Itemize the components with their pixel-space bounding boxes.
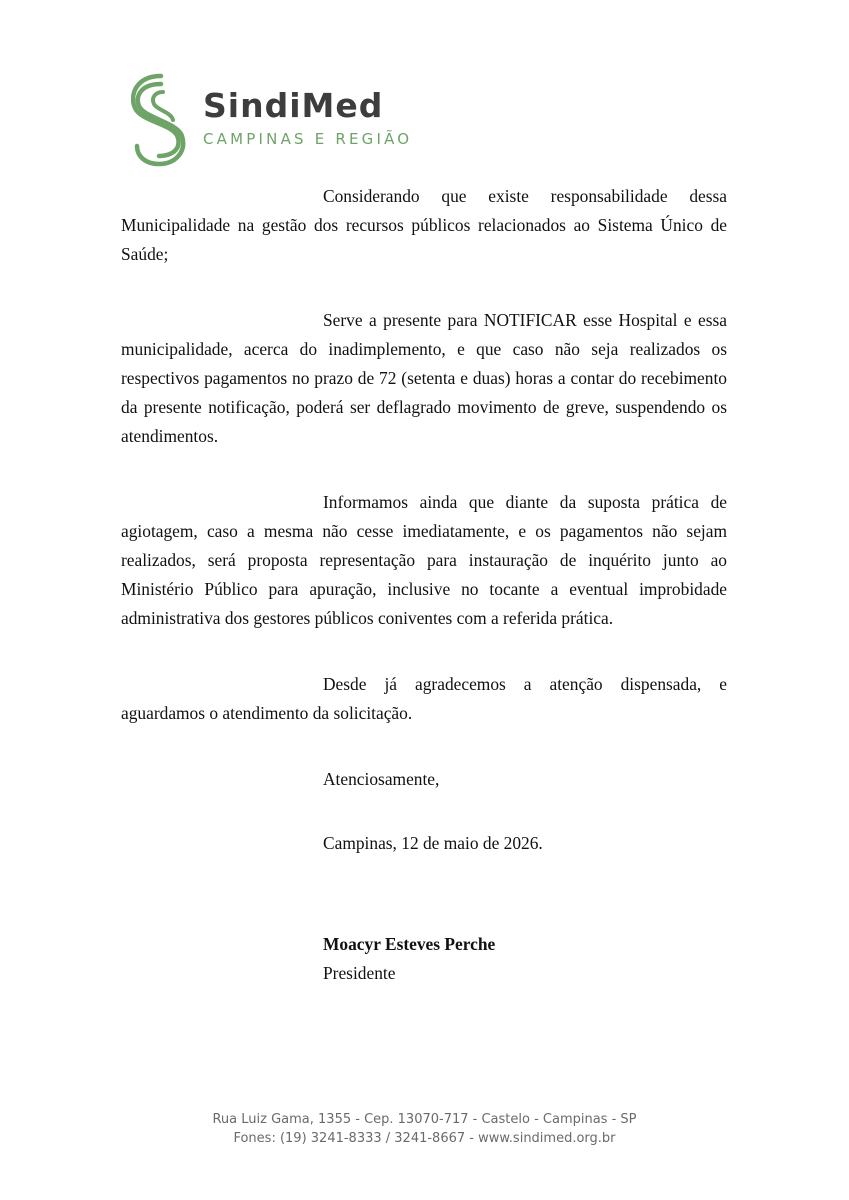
place-date: Campinas, 12 de maio de 2026. [323,833,543,853]
closing: Atenciosamente, [323,769,440,789]
paragraph-2: Serve a presente para NOTIFICAR esse Hospital e essa municipalidade, acerca do inadimplemento, e que caso não seja realizados os respectivos pagamentos no prazo de 72 (setenta e duas) horas a contar do recebimento da presente notificação, poderá ser deflagrado movimento de greve, suspendendo os atendimentos. [121,310,727,446]
footer-address: Rua Luiz Gama, 1355 - Cep. 13070-717 - Castelo - Campinas - SP [212,1112,637,1127]
paragraph-1: Considerando que existe responsabilidade dessa Municipalidade na gestão dos recursos públicos relacionados ao Sistema Único de Saúde; [121,186,727,264]
brand-subtitle: CAMPINAS E REGIÃO [203,130,413,148]
sindimed-logo [131,72,413,172]
paragraph-4: Desde já agradecemos a atenção dispensada, e aguardamos o atendimento da solicitação. [121,674,727,723]
paragraph-3: Informamos ainda que diante da suposta prática de agiotagem, caso a mesma não cesse imediatamente, e os pagamentos não sejam realizados, será proposta representação para instauração de inquérito junto ao Ministério Público para apuração, inclusive no tocante a eventual improbidade administrativa dos gestores públicos coniventes com a referida prática. [121,492,727,628]
brand-name [203,88,383,124]
footer [0,1110,849,1148]
signer-title: Presidente [323,963,396,983]
signer-name: Moacyr Esteves Perche [323,934,496,954]
sindimed-s-emblem-icon [131,72,191,172]
brand-name-text: SindiMed [203,86,384,125]
letter-body [121,182,727,988]
footer-phones: Fones: (19) 3241-8333 / 3241-8667 - www.sindimed.org.br [233,1131,616,1146]
